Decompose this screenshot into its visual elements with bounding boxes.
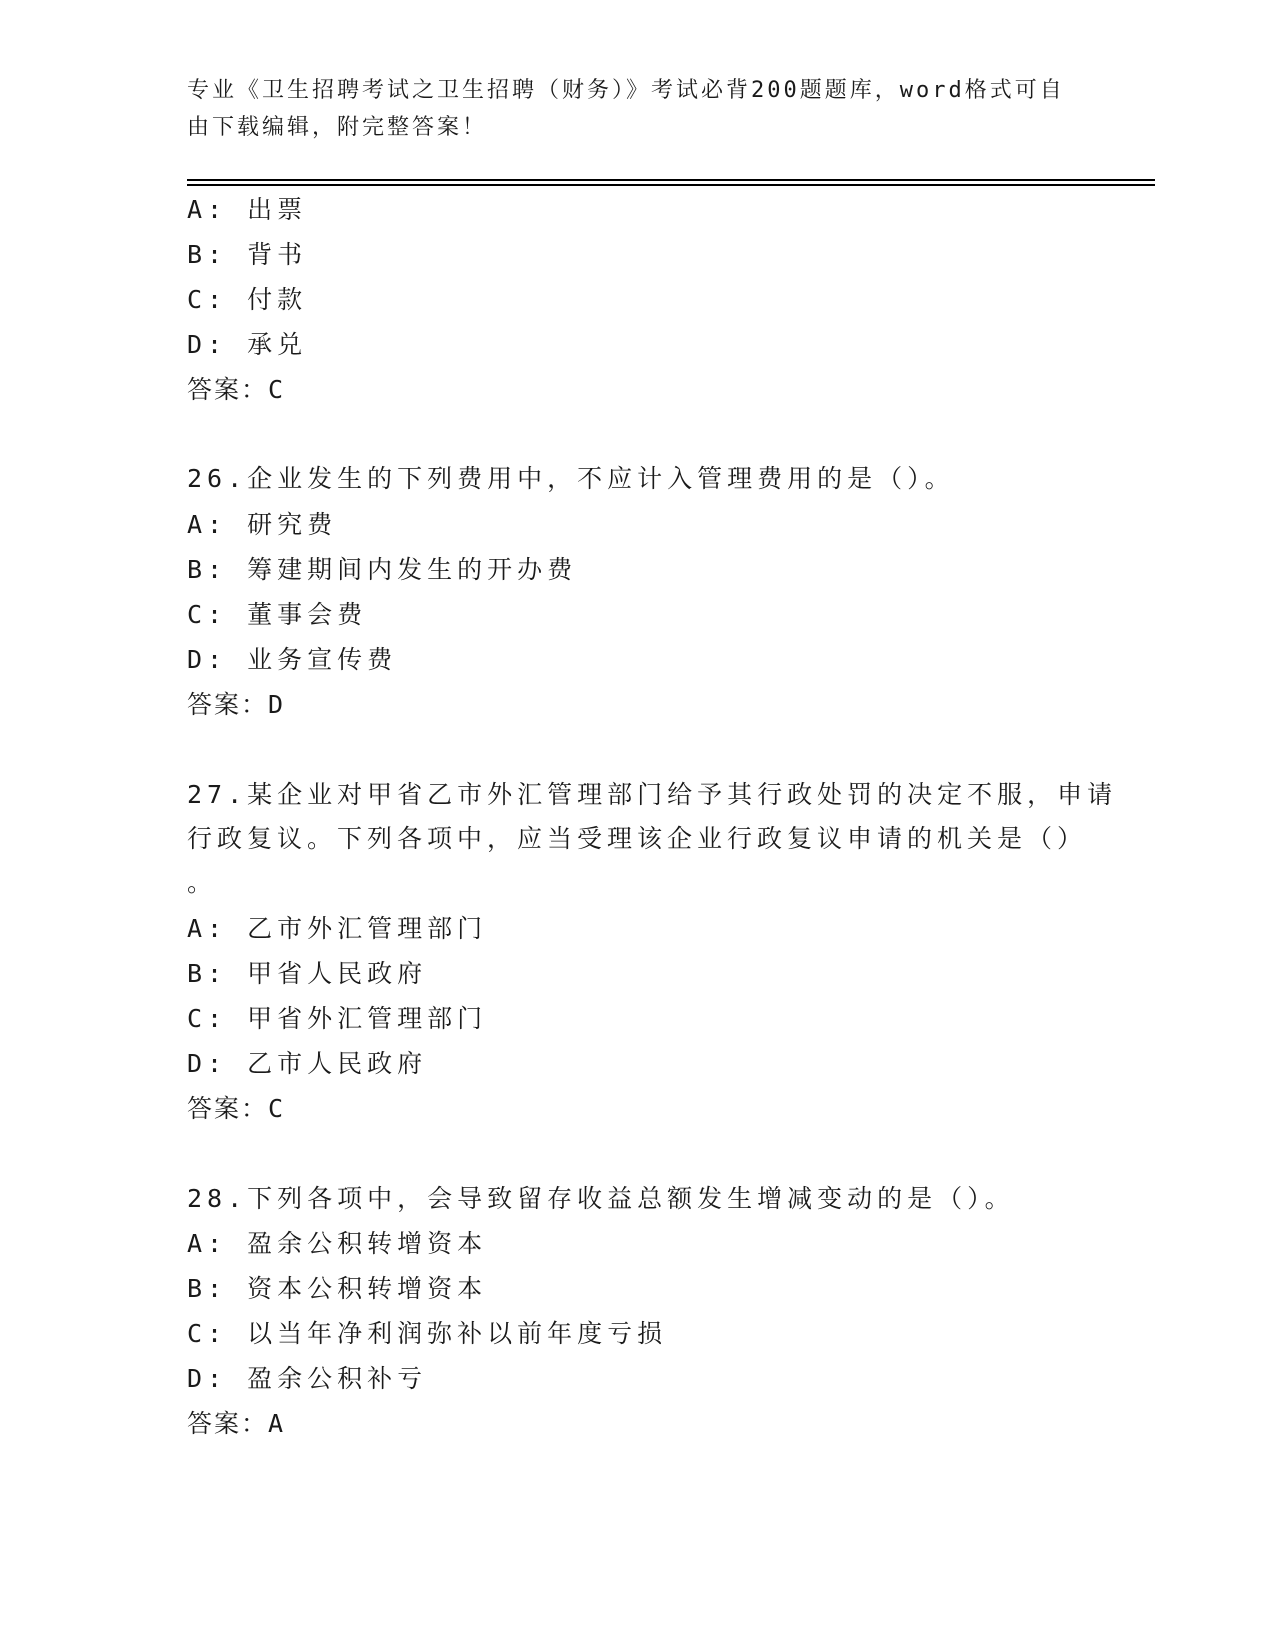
answer-line (187, 1408, 283, 1440)
question-stem: 28.下列各项中，会导致留存收益总额发生增减变动的是（）。 (187, 1184, 1015, 1213)
option-b: B: 筹建期间内发生的开办费 (187, 555, 578, 584)
option-b: B: 背书 (187, 240, 308, 269)
question-stem-line-2: 行政复议。下列各项中，应当受理该企业行政复议申请的机关是（） (187, 824, 1088, 853)
option-c: C: 以当年净利润弥补以前年度亏损 (187, 1319, 668, 1348)
option-d: D: 承兑 (187, 330, 308, 359)
answer-line (187, 374, 283, 406)
option-b: B: 甲省人民政府 (187, 959, 428, 988)
option-c: C: 付款 (187, 285, 308, 314)
question-stem-line-3: 。 (187, 868, 218, 897)
option-c: C: 董事会费 (187, 600, 368, 629)
header-divider-bottom (187, 184, 1155, 186)
option-a: A: 乙市外汇管理部门 (187, 914, 488, 943)
option-d: D: 乙市人民政府 (187, 1049, 428, 1078)
answer-label: 答案： (187, 1094, 269, 1123)
option-a: A: 研究费 (187, 510, 338, 539)
answer-label: 答案： (187, 375, 269, 404)
answer-value: C (268, 1094, 284, 1123)
answer-value: A (268, 1409, 284, 1438)
question-stem-line-1: 27.某企业对甲省乙市外汇管理部门给予其行政处罚的决定不服，申请 (187, 780, 1118, 809)
option-c: C: 甲省外汇管理部门 (187, 1004, 488, 1033)
option-d: D: 盈余公积补亏 (187, 1364, 428, 1393)
option-a: A: 盈余公积转增资本 (187, 1229, 488, 1258)
option-a: A: 出票 (187, 195, 308, 224)
answer-label: 答案： (187, 690, 269, 719)
answer-label: 答案： (187, 1409, 269, 1438)
answer-value: C (268, 375, 284, 404)
document-header: 专业《卫生招聘考试之卫生招聘（财务）》考试必背200题题库，word格式可自由下载编辑，附完整答案！ (187, 78, 1065, 140)
option-b: B: 资本公积转增资本 (187, 1274, 488, 1303)
answer-line (187, 1093, 283, 1125)
option-d: D: 业务宣传费 (187, 645, 398, 674)
answer-value: D (268, 690, 284, 719)
question-stem: 26.企业发生的下列费用中，不应计入管理费用的是（）。 (187, 464, 955, 493)
answer-line (187, 689, 283, 721)
header-divider-top (187, 179, 1155, 181)
